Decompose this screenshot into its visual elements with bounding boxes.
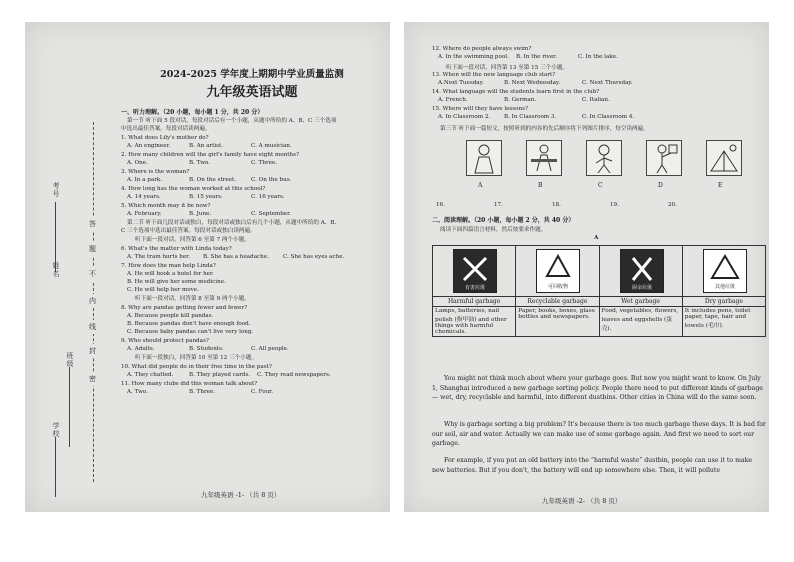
option: B. In the river. bbox=[516, 54, 557, 60]
xuexiao-label: 学校 bbox=[52, 422, 60, 438]
option: B. He will give her some medicine. bbox=[127, 279, 226, 285]
question-6: 6. What's the matter with Linda today? bbox=[121, 246, 232, 252]
option: B. Three. bbox=[189, 389, 216, 395]
seal-word: 不 bbox=[89, 267, 96, 281]
question-7: 7. How does the man help Linda? bbox=[121, 263, 216, 269]
option: B. German. bbox=[504, 97, 537, 103]
question-2: 2. How many children will the girl's family have eight months? bbox=[121, 152, 299, 158]
bin-name: Harmful garbage bbox=[433, 297, 516, 307]
part-1-instruction-cont: 中选出最佳答案。每段对话读两遍。 bbox=[121, 126, 211, 132]
question-4: 4. How long has the woman worked at this school? bbox=[121, 186, 266, 192]
picture-b bbox=[526, 140, 562, 176]
passage-paragraph-2: Why is garbage sorting a big problem? It's because there is too much garbage these days. It is bad for our soil, air and water. Actually we can make use of some garbage again. And first we need to sort our garbage. bbox=[432, 421, 766, 448]
svg-text:有害垃圾: 有害垃圾 bbox=[464, 285, 486, 291]
question-8: 8. Why are pandas getting fewer and fewer? bbox=[121, 305, 248, 311]
option: A. Because people kill pandas. bbox=[127, 313, 214, 319]
question-6-options bbox=[127, 255, 344, 261]
recycle-bin-icon bbox=[536, 249, 580, 293]
option: B. Because pandas don't have enough food. bbox=[127, 321, 251, 327]
bin-description: Lamps, batteries, nail polish (指甲油) and other things with harmful chemicals. bbox=[433, 307, 516, 337]
question-13: 13. When will the new language club start? bbox=[432, 72, 556, 78]
svg-text:厨余垃圾: 厨余垃圾 bbox=[631, 285, 652, 291]
question-13-options bbox=[438, 80, 633, 86]
exam-page-1 bbox=[25, 22, 390, 512]
listening-prompt-10-12: 听下面一段独白，回答第 10 至第 12 三个小题。 bbox=[135, 355, 258, 361]
option: A. Two. bbox=[127, 389, 148, 395]
option: C. They read newspapers. bbox=[257, 372, 331, 378]
part-2-instruction: 第二节 听下面几段对话或独白，每段对话或独白后有几个小题，从题中所给的 A、B、 bbox=[127, 220, 341, 226]
option: A. February. bbox=[127, 211, 162, 217]
svg-text:可回收物: 可回收物 bbox=[548, 284, 569, 290]
option: B. June. bbox=[189, 211, 212, 217]
listening-pictures bbox=[466, 140, 766, 200]
question-15: 15. Where will they have lessons? bbox=[432, 106, 528, 112]
option: C. He will help her move. bbox=[127, 287, 199, 293]
answer-blank-20[interactable]: 20. bbox=[668, 202, 677, 208]
option: B. Students. bbox=[189, 346, 224, 352]
harmful-bin-icon bbox=[453, 249, 497, 293]
section-1-heading: 一、听力理解。（20 小题，每小题 1 分，共 20 分） bbox=[121, 109, 264, 116]
option: C. September. bbox=[251, 211, 291, 217]
picture-label: D bbox=[658, 182, 663, 189]
exam-title: 2024-2025 学年度上期期中学业质量监测 bbox=[160, 69, 344, 80]
option: B. 15 years. bbox=[189, 194, 223, 200]
picture-d bbox=[646, 140, 682, 176]
bin-description: Paper, books, boxes, glass bottles and newspapers. bbox=[516, 307, 599, 337]
option: C. A musician. bbox=[251, 143, 292, 149]
picture-e bbox=[706, 140, 742, 176]
passage-paragraph-1: You might not think much about where your garbage goes. But now you might want to know. On July 1, Shanghai introduced a new garbage sorting policy. People there need to put different kinds of garbage — wet, dry, recyclable and harmful, into different dustbins. Other cities in China will do the same soon. bbox=[432, 375, 763, 402]
binding-gutter bbox=[25, 22, 121, 512]
option: A. In the swimming pool. bbox=[438, 54, 509, 60]
picture-label: A bbox=[478, 182, 483, 189]
page-footer: 九年级英语 -1- （共 8 页） bbox=[201, 491, 281, 499]
banji-label: 班级 bbox=[66, 352, 74, 368]
answer-blank-19[interactable]: 19. bbox=[610, 202, 619, 208]
svg-text:其他垃圾: 其他垃圾 bbox=[714, 284, 735, 290]
picture-label: C bbox=[598, 182, 603, 189]
seal-word: 内 bbox=[89, 294, 96, 308]
page-footer: 九年级英语 -2- （共 8 页） bbox=[542, 497, 622, 505]
xingming-label: 姓名 bbox=[52, 262, 60, 278]
answer-blank-17[interactable]: 17. bbox=[494, 202, 503, 208]
listening-prompt-6-7: 听下面一段对话，回答第 6 至第 7 两个小题。 bbox=[135, 237, 250, 243]
bin-cell-wet bbox=[599, 246, 682, 297]
option: A. In a park. bbox=[127, 177, 163, 183]
bin-name: Recyclable garbage bbox=[516, 297, 599, 307]
bin-description: It includes pens, toilet paper, tape, hair and towels (毛巾). bbox=[682, 307, 765, 337]
question-9-options bbox=[127, 347, 289, 353]
exam-subtitle: 九年级英语试题 bbox=[206, 85, 298, 100]
option: A.Next Tuesday. bbox=[438, 80, 484, 86]
question-11-options bbox=[127, 390, 273, 396]
xuexiao-line bbox=[55, 437, 56, 497]
option: C. Three. bbox=[251, 160, 278, 166]
exam-page-2 bbox=[404, 22, 769, 512]
question-5: 5. Which month may it be now? bbox=[121, 203, 211, 209]
listening-prompt-8-9: 听下面一段对话，回答第 8 至第 9 两个小题。 bbox=[135, 296, 250, 302]
section-2-heading: 二、阅读理解。（20 小题，每小题 2 分，共 40 分） bbox=[432, 217, 575, 224]
bin-cell-harmful bbox=[433, 246, 516, 297]
option: C. 16 years. bbox=[251, 194, 285, 200]
part-2-instruction-cont: C 三个选项中选出最佳答案。每段对话或独白读两遍。 bbox=[121, 228, 256, 234]
passage-label: A bbox=[594, 235, 599, 241]
option: A. He will book a hotel for her. bbox=[127, 271, 214, 277]
question-14: 14. What language will the students learn first in the club? bbox=[432, 89, 600, 95]
question-10: 10. What did people do in their free time in the past? bbox=[121, 364, 272, 370]
question-4-options bbox=[127, 195, 285, 201]
option: B. On the street. bbox=[189, 177, 237, 183]
question-2-options bbox=[127, 161, 277, 167]
option: A. In Classroom 2. bbox=[438, 114, 491, 120]
option: C. She has eyes ache. bbox=[283, 254, 345, 260]
question-5-options bbox=[127, 212, 291, 218]
passage-paragraph-3: For example, if you put an old battery into the “harmful waste” dustbin, people can use it to make new batteries. But if you don't, the battery will end up somewhere else. Then, it will pollute bbox=[432, 457, 753, 474]
question-12: 12. Where do people always swim? bbox=[432, 46, 532, 52]
option: C. Italian. bbox=[582, 97, 610, 103]
banji-line bbox=[69, 367, 70, 447]
residual-waste-bin-icon bbox=[703, 249, 747, 293]
reading-instruction: 阅读下面四篇语言材料，然后按要求作题。 bbox=[440, 227, 547, 233]
picture-label: B bbox=[538, 182, 543, 189]
option: C. All people. bbox=[251, 346, 289, 352]
part-1-instruction: 第一节 听下面 5 段对话，每段对话后有一个小题，从题中所给的 A、B、C 三个选项 bbox=[127, 118, 337, 124]
question-15-options bbox=[438, 114, 634, 120]
option: A. They chatted. bbox=[127, 372, 174, 378]
seal-word: 密 bbox=[89, 372, 96, 386]
bin-name: Wet garbage bbox=[599, 297, 682, 307]
option: B. They played cards. bbox=[189, 372, 251, 378]
option: C. In Classroom 4. bbox=[582, 114, 635, 120]
option: C. Because baby pandas can't live very long. bbox=[127, 329, 254, 335]
option: B. Two. bbox=[189, 160, 211, 166]
picture-c bbox=[586, 140, 622, 176]
seal-word: 线 bbox=[89, 320, 96, 334]
bin-cell-dry bbox=[682, 246, 765, 297]
option: A. 14 years. bbox=[127, 194, 161, 200]
picture-label: E bbox=[718, 182, 723, 189]
question-14-options bbox=[438, 97, 610, 103]
question-9: 9. Who should protect pandas? bbox=[121, 338, 209, 344]
seal-word: 题 bbox=[89, 242, 96, 256]
seal-word: 答 bbox=[89, 217, 96, 231]
answer-blank-16[interactable]: 16. bbox=[436, 202, 445, 208]
question-1-options bbox=[127, 144, 292, 150]
option: B. Next Wednesday. bbox=[504, 80, 561, 86]
answer-blank-18[interactable]: 18. bbox=[552, 202, 561, 208]
food-waste-bin-icon bbox=[620, 249, 664, 293]
option: B. In Classroom 3. bbox=[504, 114, 557, 120]
option: A. An engineer. bbox=[127, 143, 171, 149]
option: B. She has a headache. bbox=[203, 254, 269, 260]
option: B. An artist. bbox=[189, 143, 224, 149]
picture-a bbox=[466, 140, 502, 176]
garbage-sorting-table bbox=[432, 245, 766, 337]
question-3-options bbox=[127, 178, 291, 184]
option: A. Adults. bbox=[127, 346, 155, 352]
option: C. On the bus. bbox=[251, 177, 292, 183]
kaohao-label: 考号 bbox=[52, 182, 60, 198]
option: C. Four. bbox=[251, 389, 274, 395]
question-3: 3. Where is the woman? bbox=[121, 169, 190, 175]
question-1: 1. What does Lily's mother do? bbox=[121, 135, 209, 141]
question-12-options bbox=[438, 54, 618, 60]
option: A. One. bbox=[127, 160, 148, 166]
bin-cell-recyclable bbox=[516, 246, 599, 297]
option: A. French. bbox=[438, 97, 468, 103]
bin-description: Food, vegetables, flowers, leaves and eggshells (蛋壳). bbox=[599, 307, 682, 337]
option: C. Next Thursday. bbox=[582, 80, 633, 86]
bin-name: Dry garbage bbox=[682, 297, 765, 307]
question-11: 11. How many clubs did this woman talk about? bbox=[121, 381, 258, 387]
question-10-options bbox=[127, 373, 331, 379]
part-3-instruction: 第三节 听下面一篇短文，按照听到的内容的先后顺序将下列图片排序，每空读两遍。 bbox=[440, 126, 649, 132]
option: C. In the lake. bbox=[578, 54, 618, 60]
answer-blanks bbox=[436, 202, 677, 208]
seal-word: 封 bbox=[89, 344, 96, 358]
option: A. The train hurts her. bbox=[127, 254, 190, 260]
listening-prompt-13-15: 听下面一段对话，回答第 13 至第 15 三个小题。 bbox=[446, 65, 569, 71]
